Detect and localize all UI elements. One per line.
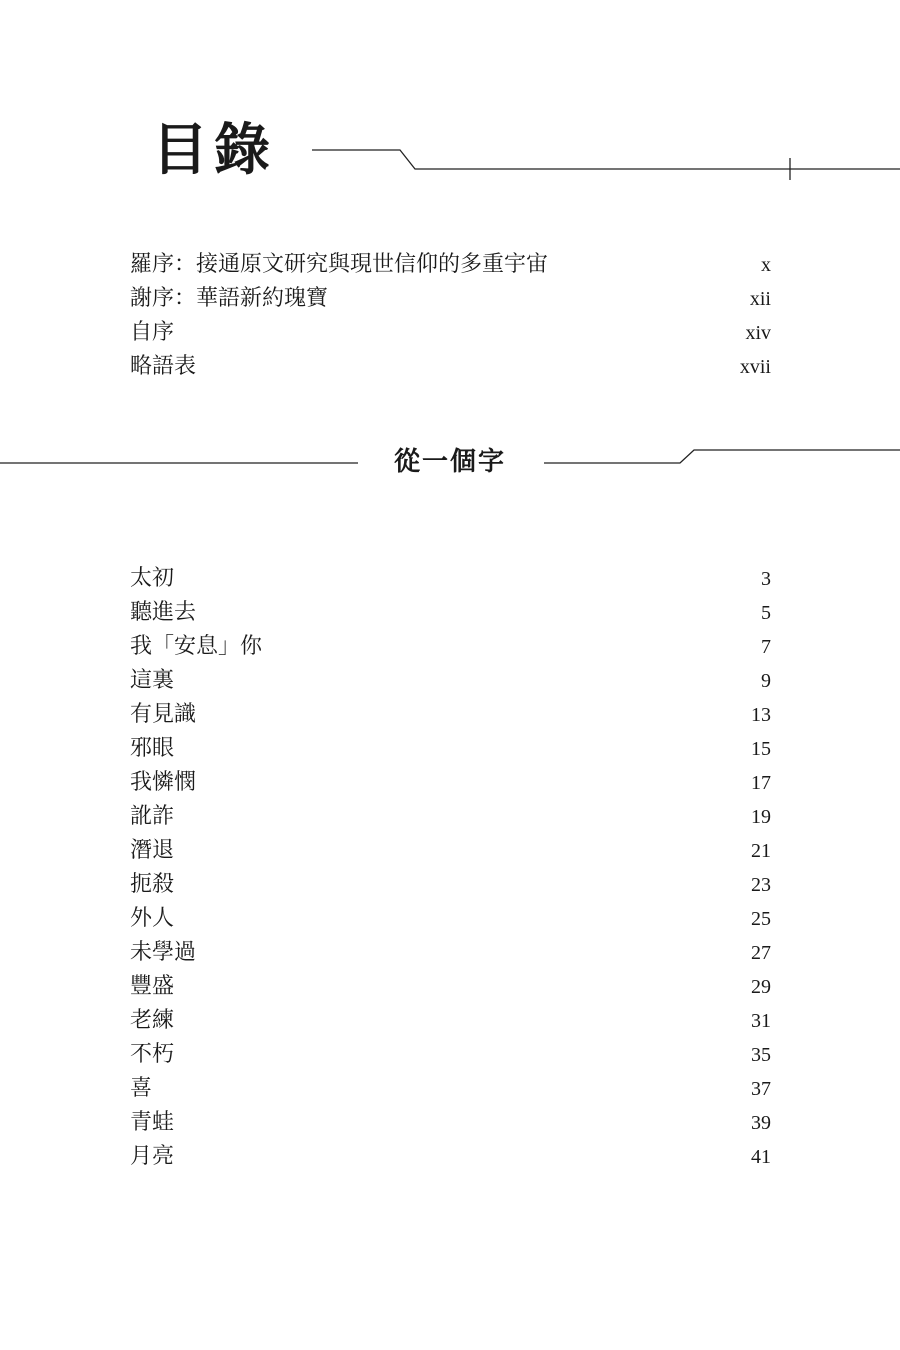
entry-label: 我「安息」你	[130, 634, 263, 659]
entry-page: 25	[751, 908, 771, 930]
list-item[interactable]	[130, 248, 771, 282]
entry-page: 15	[751, 738, 771, 760]
entry-label: 謝序：華語新約瑰寶	[130, 286, 329, 311]
entry-label: 青蛙	[130, 1110, 175, 1135]
entry-label: 有見識	[130, 702, 197, 727]
entry-label: 潛退	[130, 838, 175, 863]
section-title: 從一個字	[393, 447, 506, 477]
list-item[interactable]	[130, 316, 771, 350]
list-item[interactable]	[130, 936, 771, 970]
entry-label: 扼殺	[130, 872, 175, 897]
entry-page: 21	[751, 840, 771, 862]
list-item[interactable]	[130, 732, 771, 766]
entry-page: 23	[751, 874, 771, 896]
list-item[interactable]	[130, 1140, 771, 1174]
entry-label: 未學過	[130, 940, 197, 965]
entry-label: 略語表	[130, 354, 197, 379]
list-item[interactable]	[130, 630, 771, 664]
list-item[interactable]	[130, 350, 771, 384]
entry-label: 喜	[130, 1076, 153, 1101]
entry-page: xiv	[745, 322, 771, 344]
entry-page: 37	[751, 1078, 771, 1100]
entry-page: 27	[751, 942, 771, 964]
entry-label: 不朽	[130, 1042, 175, 1067]
entry-page: 9	[761, 670, 771, 692]
title-rule	[312, 150, 900, 169]
list-item[interactable]	[130, 1038, 771, 1072]
entry-page: 29	[751, 976, 771, 998]
list-item[interactable]	[130, 664, 771, 698]
list-item[interactable]	[130, 834, 771, 868]
list-item[interactable]	[130, 766, 771, 800]
entry-label: 豐盛	[130, 974, 175, 999]
list-item[interactable]	[130, 1072, 771, 1106]
list-item[interactable]	[130, 902, 771, 936]
entry-label: 訛詐	[130, 804, 175, 829]
entry-page: 7	[761, 636, 771, 658]
entry-page: 19	[751, 806, 771, 828]
entry-label: 自序	[130, 320, 175, 345]
entry-label: 聽進去	[130, 600, 197, 625]
chapter-list	[130, 562, 771, 1174]
entry-page: xvii	[739, 356, 771, 378]
entry-page: 31	[751, 1010, 771, 1032]
list-item[interactable]	[130, 800, 771, 834]
entry-page: 17	[751, 772, 771, 794]
entry-label: 外人	[130, 906, 175, 931]
list-item[interactable]	[130, 698, 771, 732]
entry-label: 月亮	[130, 1144, 175, 1169]
entry-label: 老練	[130, 1008, 175, 1033]
entry-page: x	[761, 254, 771, 276]
entry-label: 這裏	[130, 668, 175, 693]
entry-page: 39	[751, 1112, 771, 1134]
list-item[interactable]	[130, 1106, 771, 1140]
entry-page: 5	[761, 602, 771, 624]
entry-label: 我憐憫	[130, 770, 197, 795]
entry-label: 邪眼	[130, 736, 175, 761]
page-title: 目錄	[152, 117, 276, 183]
list-item[interactable]	[130, 970, 771, 1004]
entry-page: 3	[761, 568, 771, 590]
entry-label: 羅序：接通原文研究與現世信仰的多重宇宙	[130, 252, 549, 277]
section-rule-right	[544, 450, 900, 463]
entry-label: 太初	[130, 566, 175, 591]
list-item[interactable]	[130, 282, 771, 316]
list-item[interactable]	[130, 562, 771, 596]
front-matter-list	[130, 248, 771, 384]
entry-page: 41	[751, 1146, 771, 1168]
list-item[interactable]	[130, 1004, 771, 1038]
entry-page: 35	[751, 1044, 771, 1066]
entry-page: 13	[751, 704, 771, 726]
entry-page: xii	[749, 288, 771, 310]
list-item[interactable]	[130, 596, 771, 630]
list-item[interactable]	[130, 868, 771, 902]
